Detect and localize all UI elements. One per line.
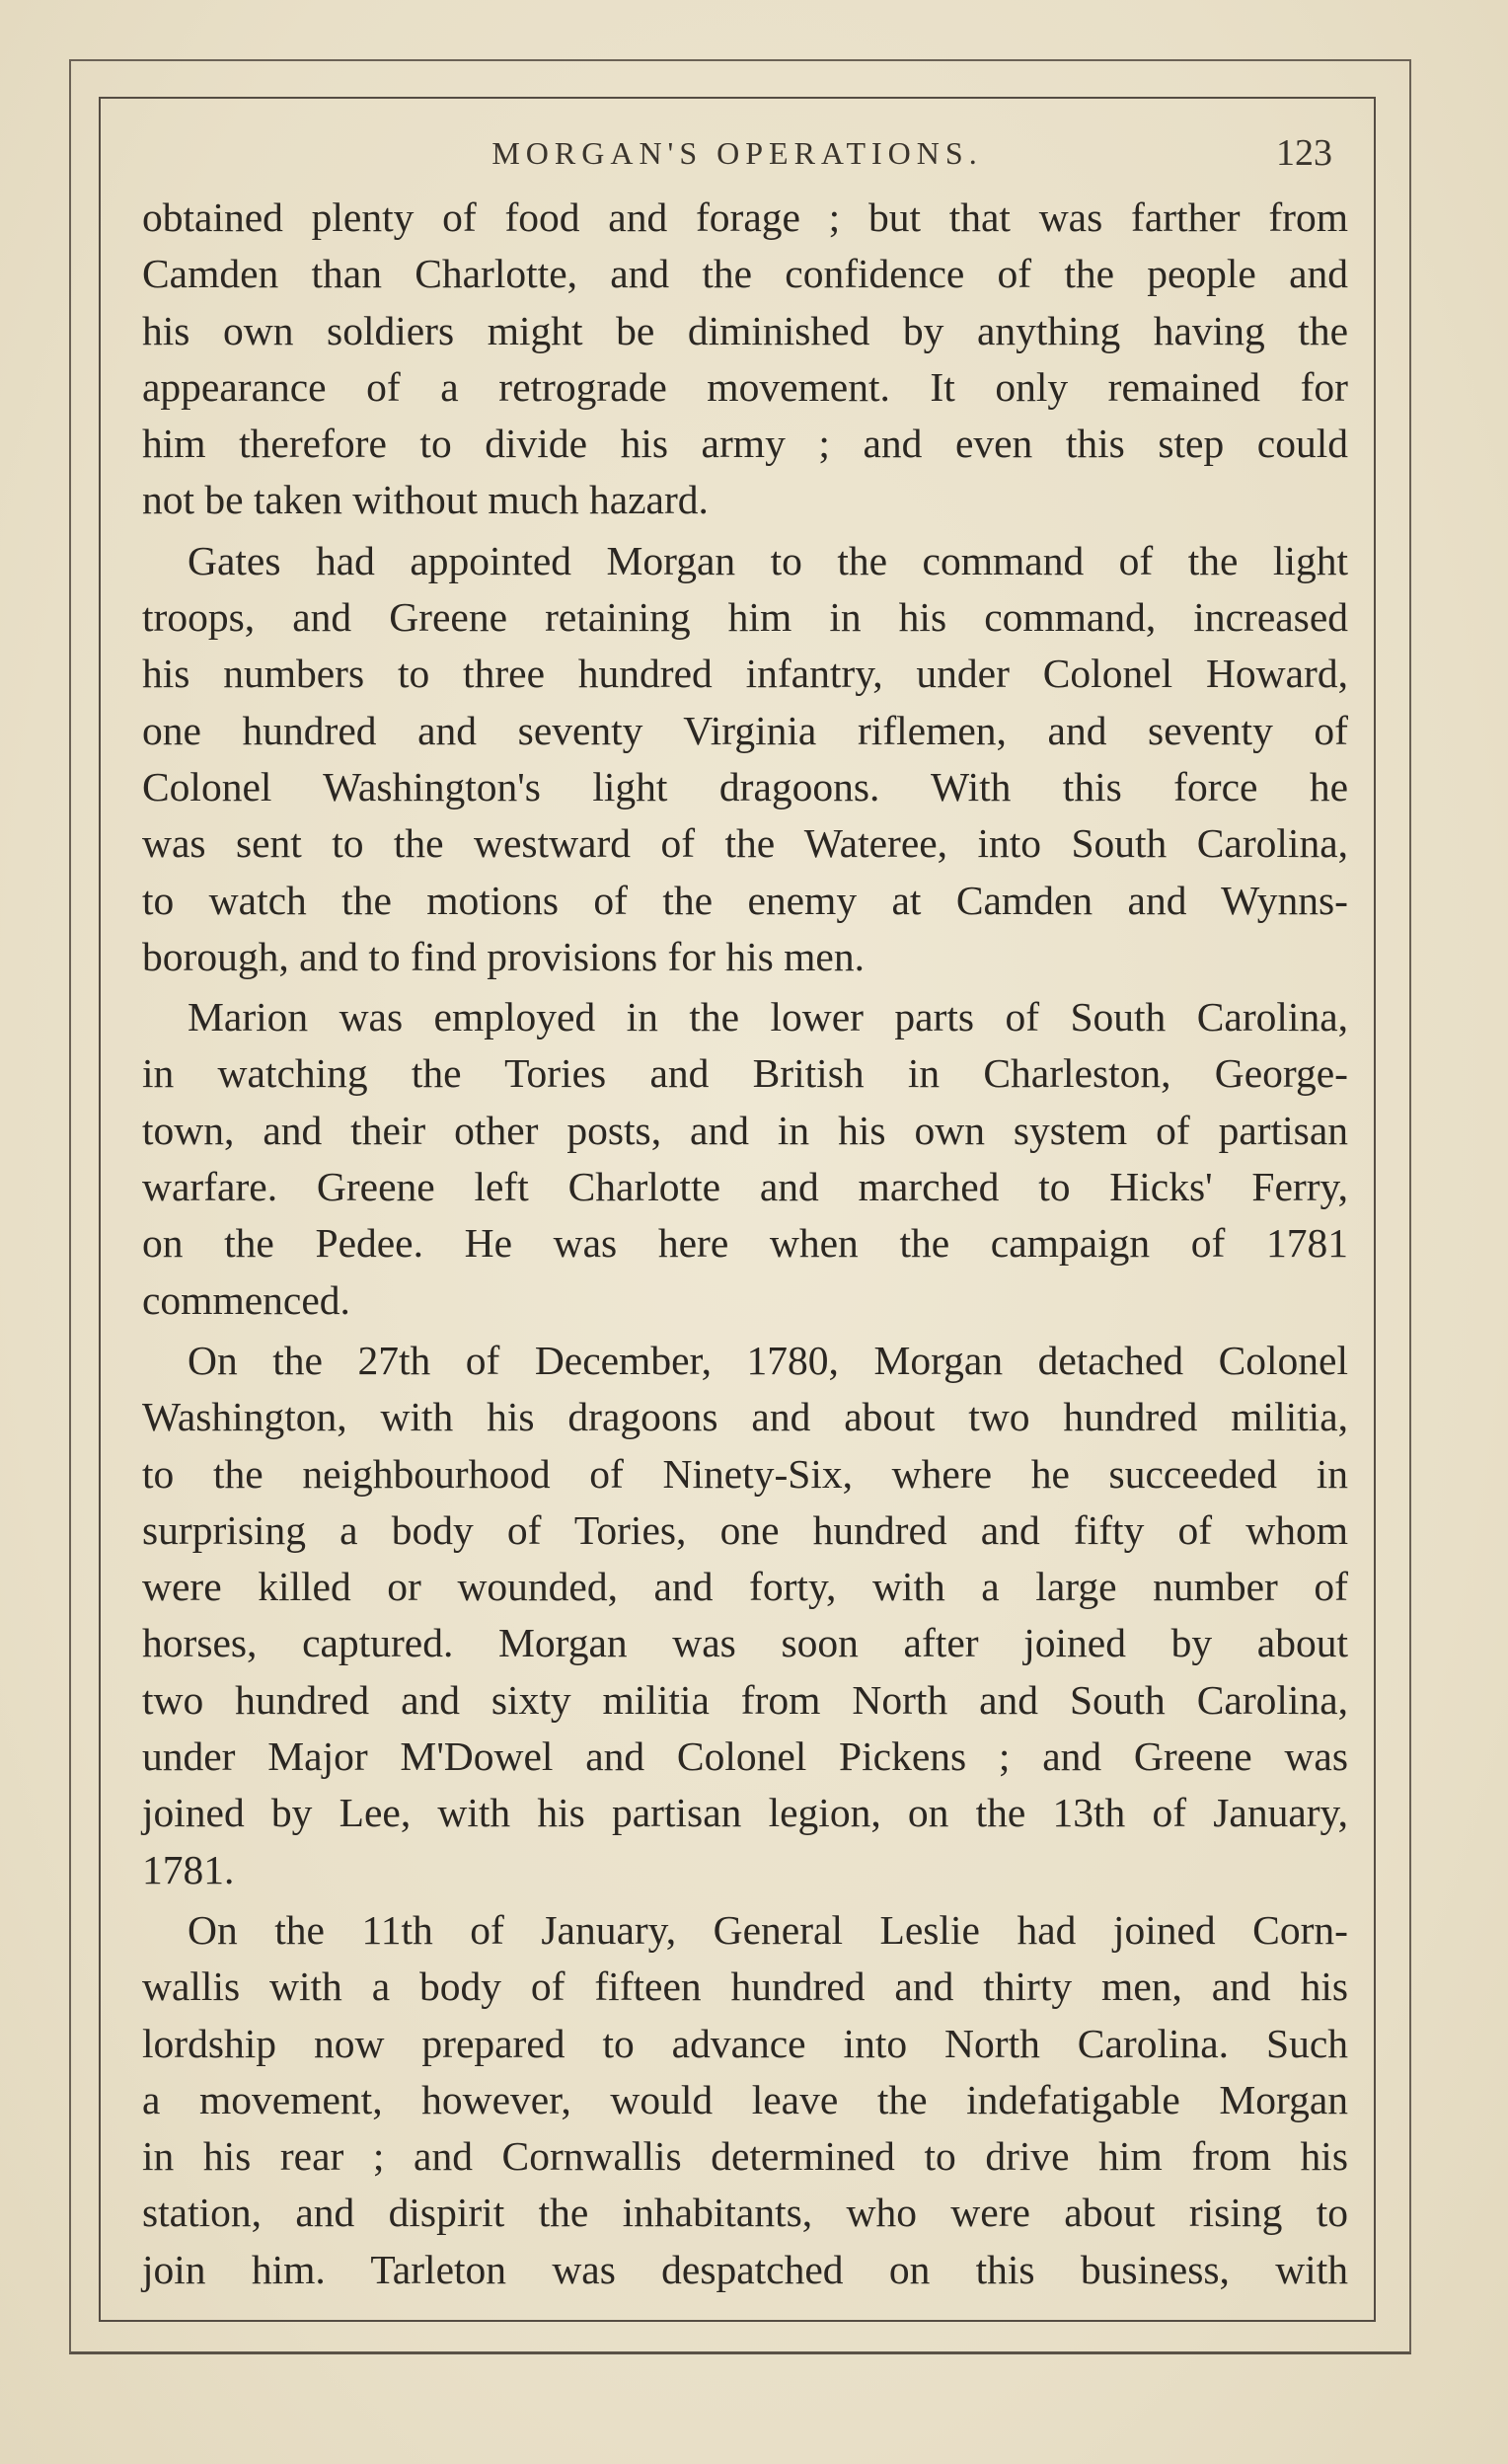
text-line: on the Pedee. He was here when the campaign of 1781: [142, 1220, 1348, 1267]
paragraph: [142, 989, 1348, 1329]
running-head: [101, 128, 1374, 178]
text-line: warfare. Greene left Charlotte and marched to Hicks' Ferry,: [142, 1164, 1348, 1210]
text-line: in watching the Tories and British in Charleston, George-: [142, 1050, 1348, 1097]
text-line: join him. Tarleton was despatched on this business, with: [142, 2246, 1348, 2292]
text-line: appearance of a retrograde movement. It only remained for: [142, 363, 1348, 410]
text-line: in his rear ; and Cornwallis determined to drive him from his: [142, 2133, 1348, 2180]
page-number: 123: [1276, 132, 1332, 174]
text-line: 1781.: [142, 1846, 235, 1892]
text-line: Gates had appointed Morgan to the command of the light: [188, 537, 1348, 583]
text-line: Colonel Washington's light dragoons. With this force he: [142, 763, 1348, 809]
running-title: MORGAN'S OPERATIONS.: [491, 135, 983, 171]
text-line: one hundred and seventy Virginia riflemen, and seventy of: [142, 707, 1348, 753]
text-line: him therefore to divide his army ; and even this step could: [142, 421, 1348, 467]
text-line: station, and dispirit the inhabitants, who were about rising to: [142, 2190, 1348, 2236]
text-line: his numbers to three hundred infantry, under Colonel Howard,: [142, 651, 1348, 697]
text-line: not be taken without much hazard.: [142, 477, 709, 523]
text-line: to watch the motions of the enemy at Camden and Wynns-: [142, 877, 1348, 923]
text-line: borough, and to find provisions for his men.: [142, 933, 865, 979]
text-line: town, and their other posts, and in his own system of partisan: [142, 1107, 1348, 1153]
text-line: lordship now prepared to advance into North Carolina. Such: [142, 2020, 1348, 2066]
text-line: Washington, with his dragoons and about two hundred militia,: [142, 1394, 1348, 1440]
text-line: Marion was employed in the lower parts of South Carolina,: [188, 994, 1348, 1040]
body-text: [142, 190, 1348, 2302]
text-line: horses, captured. Morgan was soon after joined by about: [142, 1620, 1348, 1666]
text-line: surprising a body of Tories, one hundred and fifty of whom: [142, 1506, 1348, 1553]
text-line: wallis with a body of fifteen hundred and thirty men, and his: [142, 1964, 1348, 2010]
text-line: troops, and Greene retaining him in his command, increased: [142, 594, 1348, 641]
paragraph: [142, 1902, 1348, 2298]
text-line: was sent to the westward of the Wateree, into South Carolina,: [142, 820, 1348, 867]
text-line: commenced.: [142, 1276, 350, 1323]
text-line: his own soldiers might be diminished by anything having the: [142, 307, 1348, 353]
text-line: a movement, however, would leave the indefatigable Morgan: [142, 2076, 1348, 2122]
text-line: obtained plenty of food and forage ; but that was farther from: [142, 194, 1348, 240]
inner-text-frame: [99, 97, 1376, 2322]
text-line: On the 11th of January, General Leslie had joined Corn-: [188, 1906, 1348, 1953]
text-line: Camden than Charlotte, and the confidence of the people and: [142, 251, 1348, 297]
paragraph: [142, 533, 1348, 985]
text-line: joined by Lee, with his partisan legion, on the 13th of January,: [142, 1790, 1348, 1836]
text-line: to the neighbourhood of Ninety-Six, where he succeeded in: [142, 1450, 1348, 1497]
paragraph: [142, 1333, 1348, 1898]
text-line: two hundred and sixty militia from North and South Carolina,: [142, 1676, 1348, 1723]
text-line: On the 27th of December, 1780, Morgan detached Colonel: [188, 1337, 1348, 1383]
text-line: were killed or wounded, and forty, with a large number of: [142, 1564, 1348, 1610]
paragraph: [142, 190, 1348, 529]
text-line: under Major M'Dowel and Colonel Pickens ; and Greene was: [142, 1733, 1348, 1780]
